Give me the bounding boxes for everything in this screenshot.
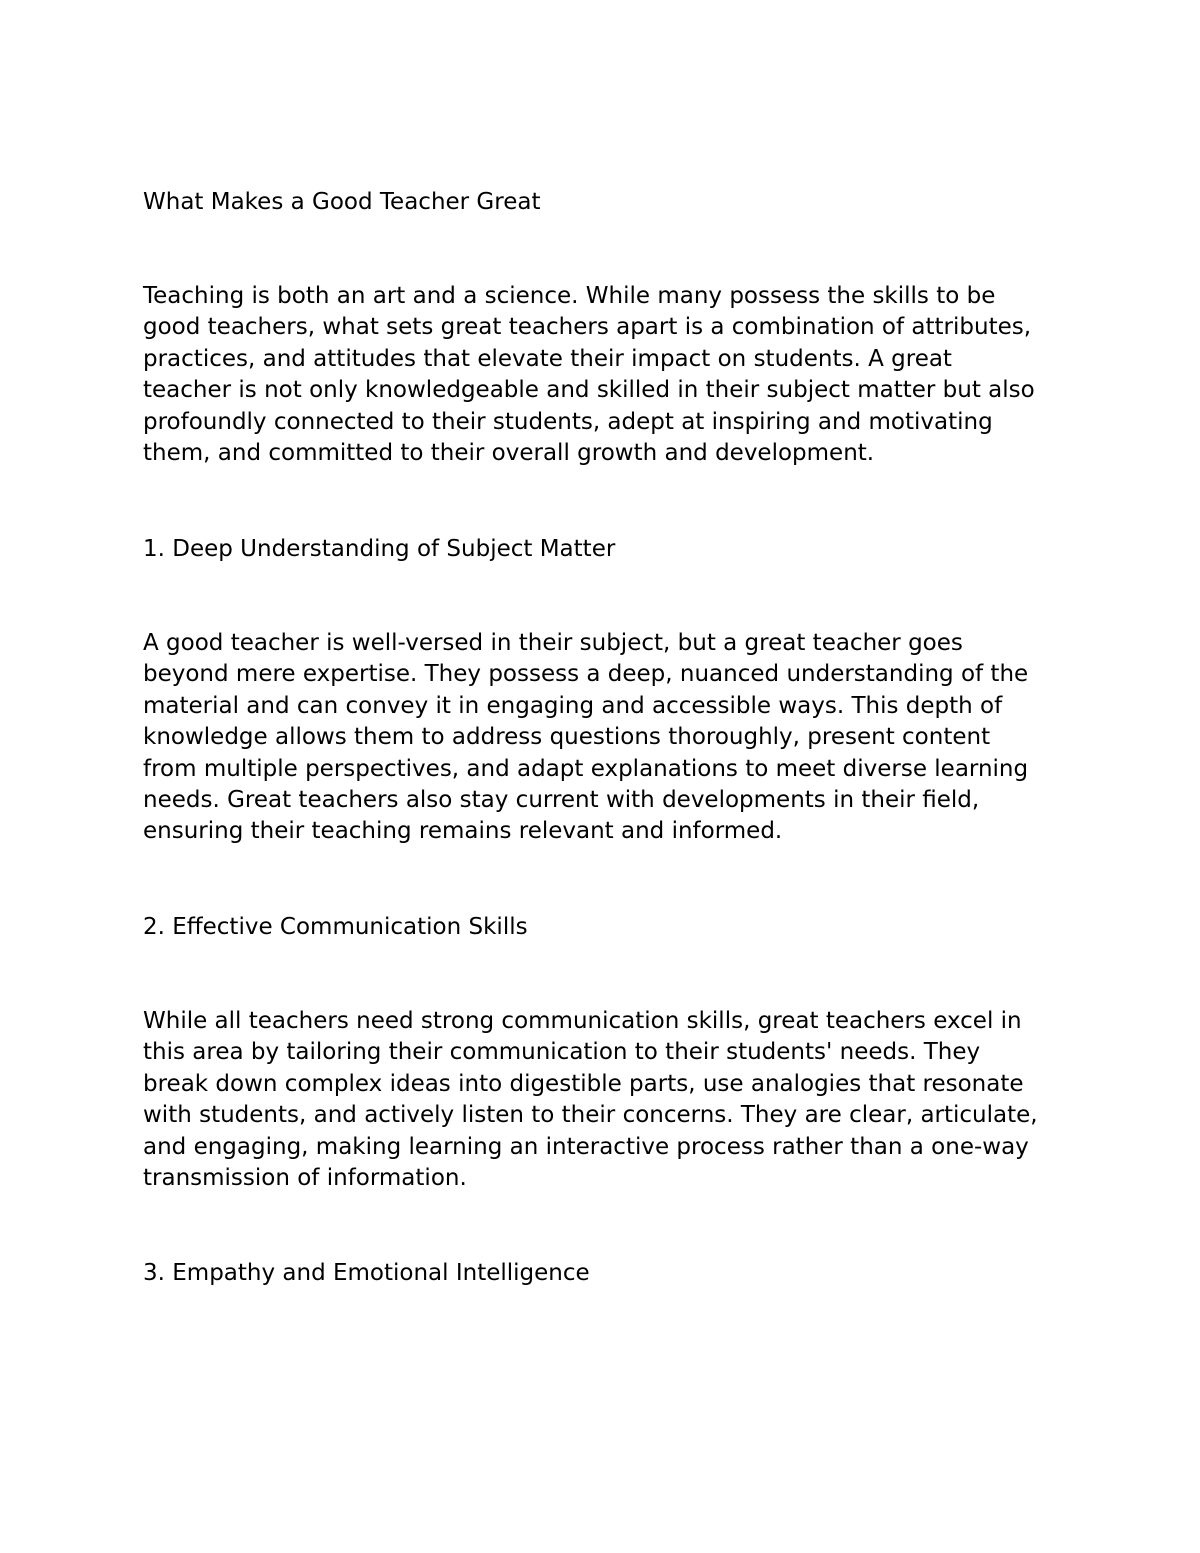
section-heading	[143, 912, 1083, 943]
paragraph-line: profoundly connected to their students, adept at inspiring and motivating	[143, 408, 993, 435]
paragraph-line: beyond mere expertise. They possess a deep, nuanced understanding of the	[143, 661, 1029, 688]
paragraph-line: transmission of information.	[143, 1164, 467, 1191]
section-paragraph	[143, 1006, 1083, 1194]
paragraph-line: practices, and attitudes that elevate their impact on students. A great	[143, 345, 952, 372]
paragraph-line: with students, and actively listen to their concerns. They are clear, articulate,	[143, 1102, 1038, 1129]
paragraph-line: break down complex ideas into digestible parts, use analogies that resonate	[143, 1070, 1024, 1097]
document-title	[143, 187, 1083, 218]
section-heading	[143, 1258, 1083, 1289]
title-text: What Makes a Good Teacher Great	[143, 189, 541, 215]
section-paragraph	[143, 628, 1083, 848]
paragraph-line: teacher is not only knowledgeable and skilled in their subject matter but also	[143, 377, 1035, 404]
paragraph-line: knowledge allows them to address questions thoroughly, present content	[143, 724, 991, 751]
paragraph-line: needs. Great teachers also stay current with developments in their field,	[143, 786, 980, 813]
paragraph-line: from multiple perspectives, and adapt explanations to meet diverse learning	[143, 755, 1029, 782]
section-heading-text: 1. Deep Understanding of Subject Matter	[143, 536, 616, 562]
paragraph-line: ensuring their teaching remains relevant and informed.	[143, 818, 783, 845]
paragraph-line: While all teachers need strong communication skills, great teachers excel in	[143, 1008, 1022, 1034]
paragraph-line: Teaching is both an art and a science. While many possess the skills to be	[143, 283, 996, 309]
intro-paragraph	[143, 281, 1083, 469]
paragraph-line: good teachers, what sets great teachers apart is a combination of attributes,	[143, 314, 1032, 341]
paragraph-line: them, and committed to their overall growth and development.	[143, 439, 875, 466]
section-heading-text: 3. Empathy and Emotional Intelligence	[143, 1260, 590, 1286]
paragraph-line: A good teacher is well-versed in their subject, but a great teacher goes	[143, 630, 963, 656]
section-heading	[143, 534, 1083, 565]
paragraph-line: material and can convey it in engaging and accessible ways. This depth of	[143, 692, 1003, 719]
paragraph-line: and engaging, making learning an interactive process rather than a one-way	[143, 1133, 1029, 1160]
section-heading-text: 2. Effective Communication Skills	[143, 914, 528, 940]
paragraph-line: this area by tailoring their communication to their students' needs. They	[143, 1039, 981, 1066]
